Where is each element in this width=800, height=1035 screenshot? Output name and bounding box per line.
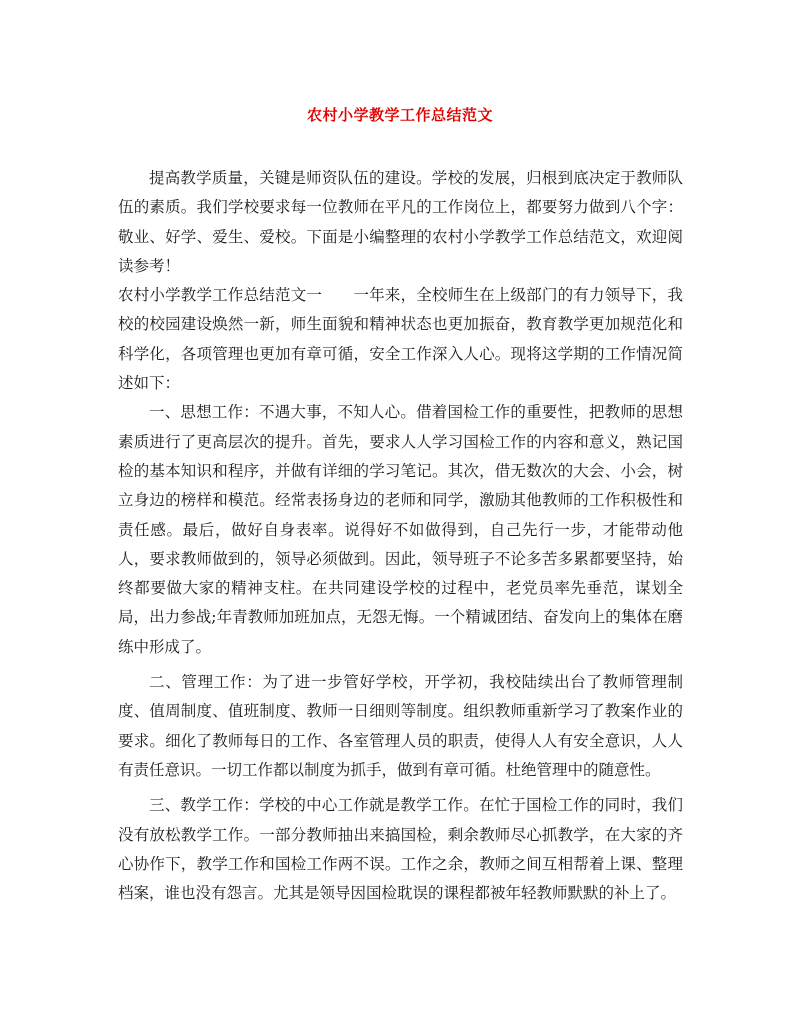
paragraph-teaching: 三、教学工作：学校的中心工作就是教学工作。在忙于国检工作的同时，我们没有放松教学工作。一部分教师抽出来搞国检，剩余教师尽心抓教学，在大家的齐心协作下，教学工作和国检工作两不误。工作之余，教师之间互相帮着上课、整理档案，谁也没有怨言。尤其是领导因国检耽误的课程都被年轻教师默默的补上了。 [118, 796, 683, 903]
paragraph-ideology: 一、思想工作：不遇大事，不知人心。借着国检工作的重要性，把教师的思想素质进行了更高层次的提升。首先，要求人人学习国检工作的内容和意义，熟记国检的基本知识和程序，并做有详细的学习笔记。其次，借无数次的大会、小会，树立身边的榜样和模范。经常表扬身边的老师和同学，激励其他教师的工作积极性和责任感。最后，做好自身表率。说得好不如做得到，自己先行一步，才能带动他人，要求教师做到的，领导必须做到。因此，领导班子不论多苦多累都要坚持，始终都要做大家的精神支柱。在共同建设学校的过程中，老党员率先垂范，谋划全局，出力参战;年青教师加班加点，无怨无悔。一个精诚团结、奋发向上的集体在磨练中形成了。 [118, 403, 683, 656]
paragraph-management: 二、管理工作：为了进一步管好学校，开学初，我校陆续出台了教师管理制度、值周制度、值班制度、教师一日细则等制度。组织教师重新学习了教案作业的要求。细化了教师每日的工作、各室管理人员的职责，使得人人有安全意识，人人有责任意识。一切工作都以制度为抓手，做到有章可循。杜绝管理中的随意性。 [118, 673, 683, 779]
document-body [118, 164, 683, 908]
paragraph-intro: 提高教学质量，关键是师资队伍的建设。学校的发展，归根到底决定于教师队伍的素质。我们学校要求每一位教师在平凡的工作岗位上，都要努力做到八个字：敬业、好学、爱生、爱校。下面是小编整理的农村小学教学工作总结范文，欢迎阅读参考！ [118, 169, 683, 275]
document-title: 农村小学教学工作总结范文 [306, 106, 493, 124]
paragraph-section-one: 农村小学教学工作总结范文一 一年来，全校师生在上级部门的有力领导下，我校的校园建设焕然一新，师生面貌和精神状态也更加振奋，教育教学更加规范化和科学化，各项管理也更加有章可循，安全工作深入人心。现将这学期的工作情况简述如下： [118, 286, 683, 393]
